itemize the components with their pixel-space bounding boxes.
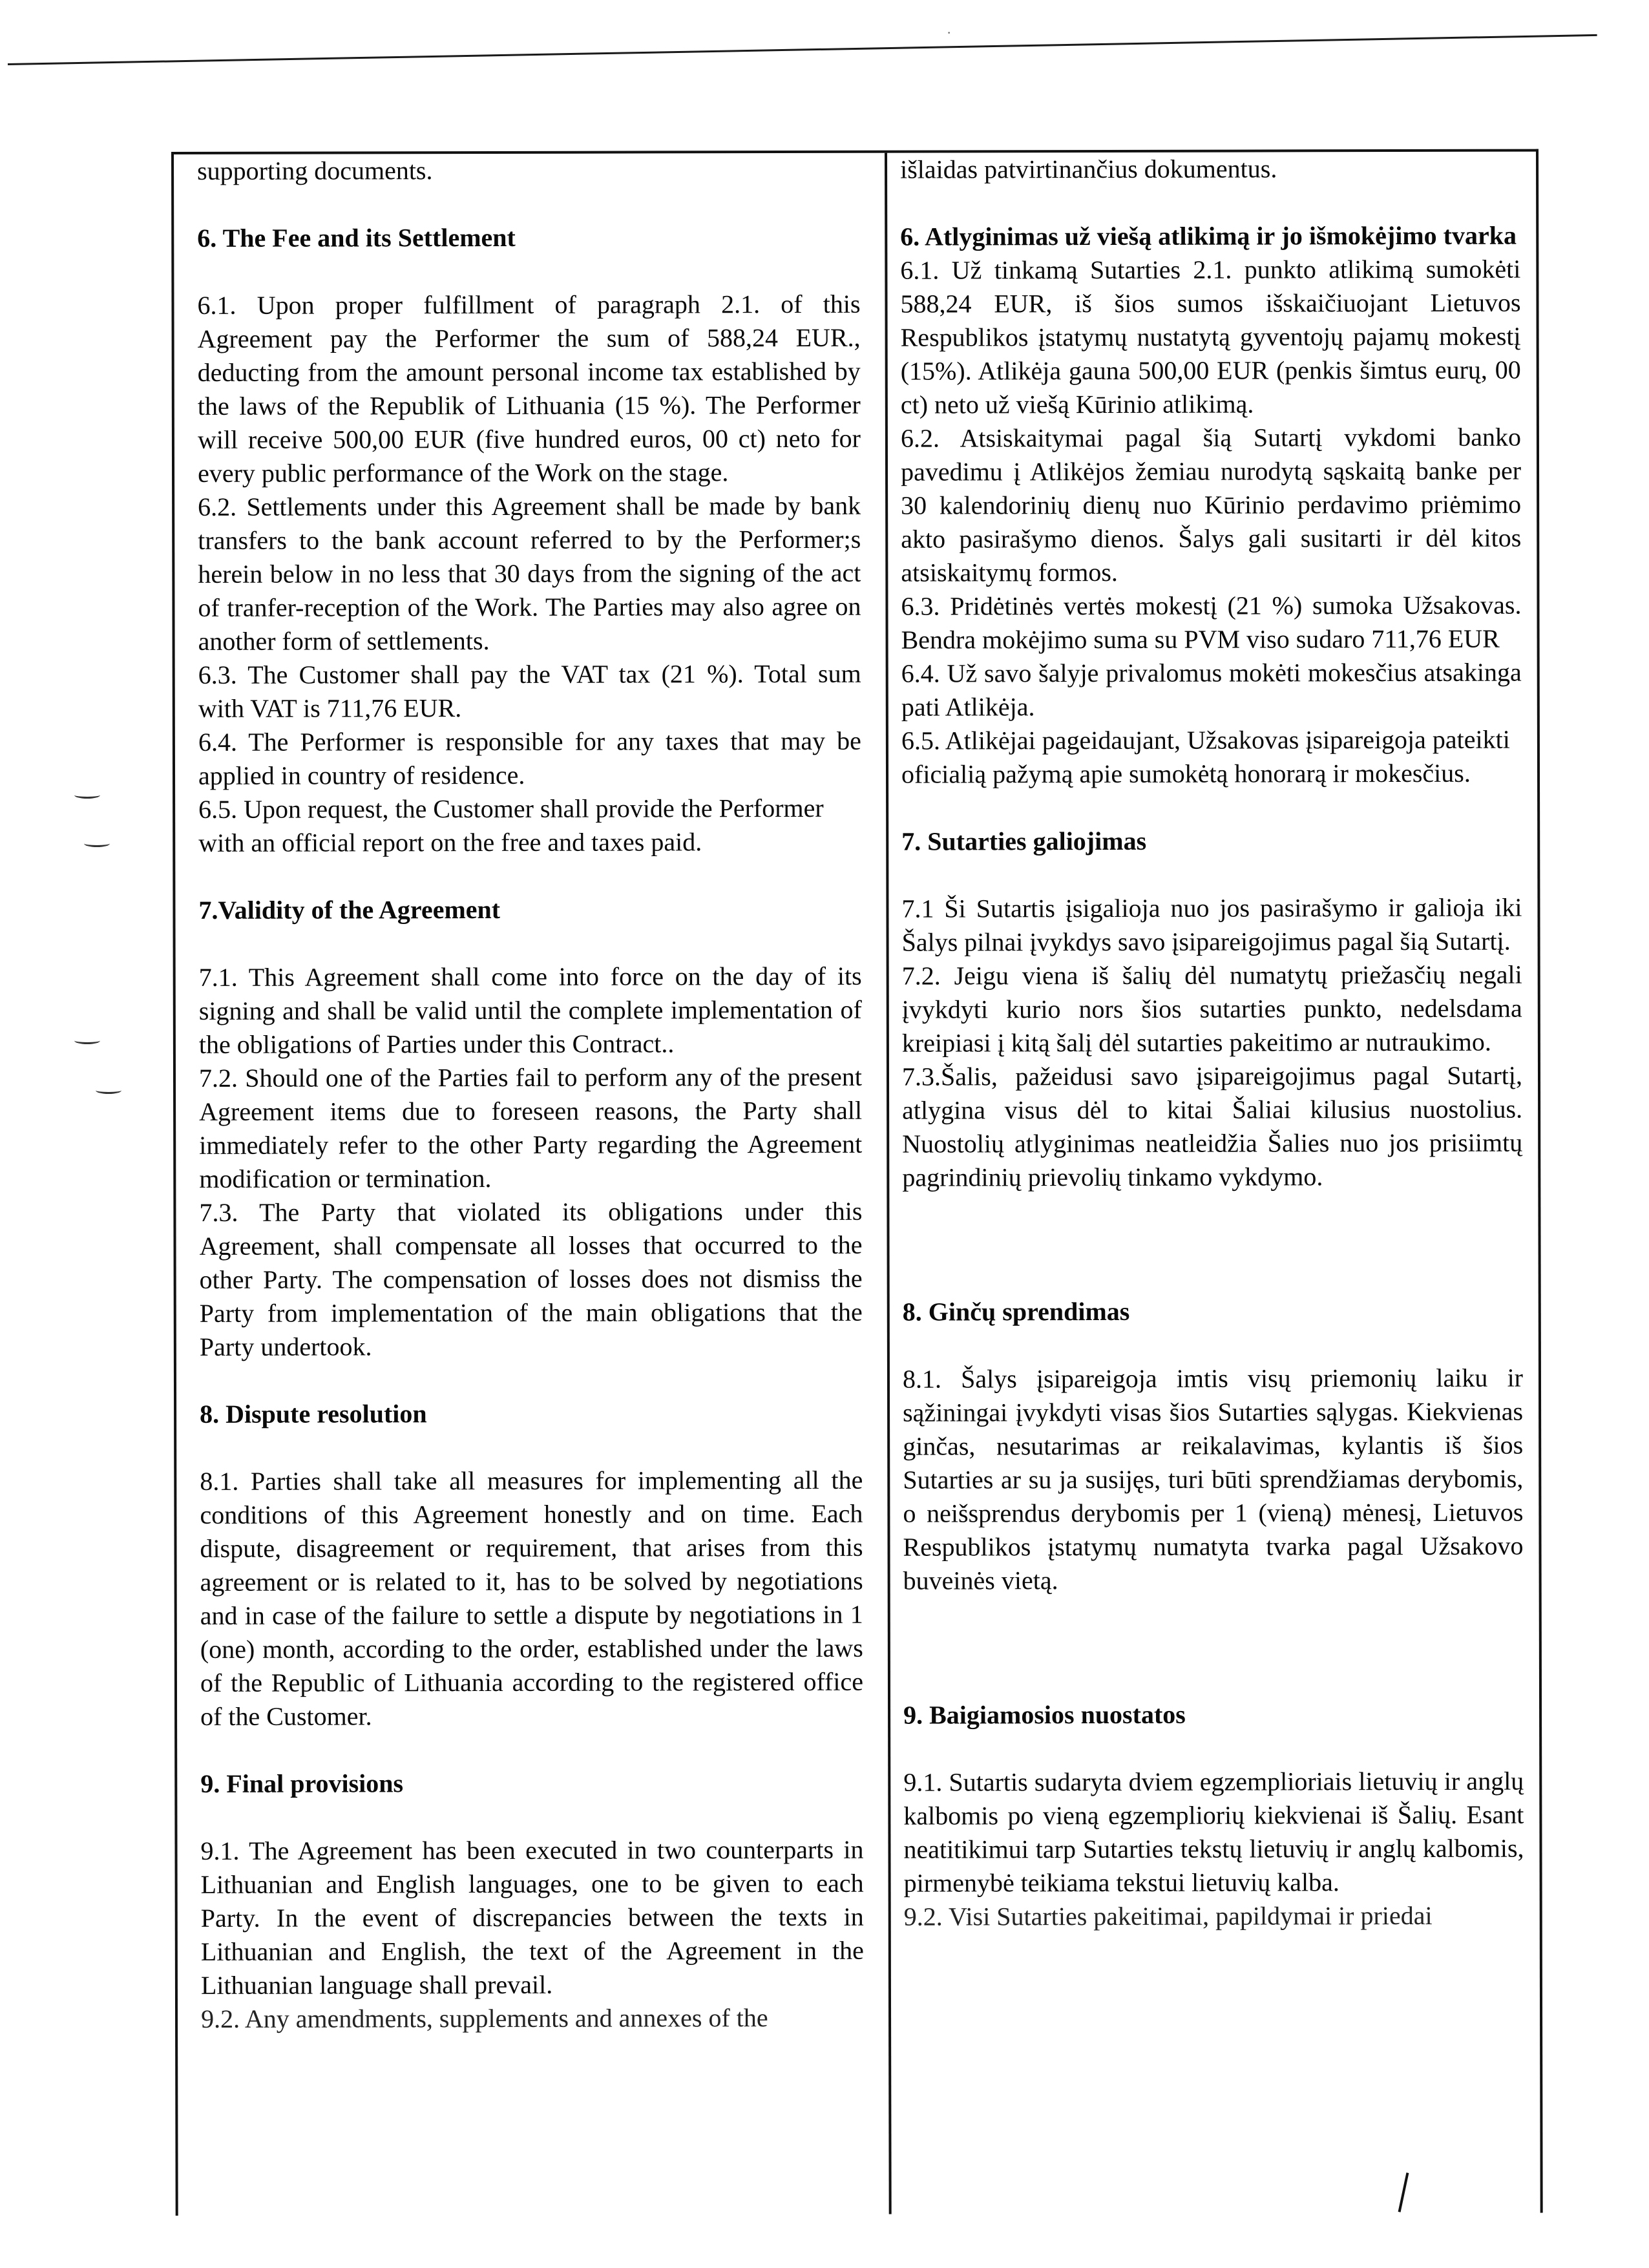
margin-mark (84, 840, 110, 847)
clause-7-2: 7.2. Should one of the Parties fail to perform any of the present Agreement items due to foreseen reasons, the Party shall immediately refer to the other Party regarding the Agreement modification or termination. (198, 1062, 863, 1193)
clause-6-4: 6.4. Už savo šalyje privalomus mokėti mokesčius atsakinga pati Atlikėja. (901, 657, 1522, 722)
clause-9-1: 9.1. Sutartis sudaryta dviem egzemplioriais lietuvių ir anglų kalbomis po vieną egzempliorių kiekvienai iš Šalių. Esant neatitikimui tarp Sutarties tekstų lietuvių ir anglų kalbomis, pirmenybė teikiama tekstui lietuvių kalba. (903, 1766, 1524, 1898)
section-8-heading: 8. Dispute resolution (200, 1399, 427, 1429)
margin-mark (74, 792, 100, 799)
clause-9-1: 9.1. The Agreement has been executed in two counterparts in Lithuanian and English languages, one to be given to each Party. In the event of discrepancies between the texts in Lithuanian and English, the text of the Agreement in the Lithuanian language shall prevail. (200, 1834, 864, 2000)
clause-7-2: 7.2. Jeigu viena iš šalių dėl numatytų priežasčių negali įvykdyti kurio nors šios sutarties punkto, nedelsdama kreipiasi į kitą šalį dėl sutarties pakeitimo ar nutraukimo. (901, 960, 1522, 1058)
lithuanian-column (885, 152, 1538, 2214)
section-7-heading: 7.Validity of the Agreement (198, 894, 501, 925)
clause-6-5: 6.5. Atlikėjai pageidaujant, Užsakovas įsipareigoja pateikti oficialią pažymą apie sumokėtą honorarą ir mokesčius. (901, 724, 1510, 789)
clause-7-1: 7.1. This Agreement shall come into force on the day of its signing and shall be valid until the complete implementation of the obligations of Parties under this Contract.. (198, 961, 862, 1059)
section-8-heading: 8. Ginčų sprendimas (902, 1296, 1130, 1327)
clause-9-2-cut: 9.2. Any amendments, supplements and annexes of the (201, 2003, 768, 2033)
english-column (174, 153, 889, 2216)
section-6-heading: 6. The Fee and its Settlement (197, 222, 516, 253)
clause-8-1: 8.1. Šalys įsipareigoja imtis visų priemonių laiku ir sąžiningai įvykdyti visas šios Sutarties sąlygas. Kiekvienas ginčas, nesutarimas ar reikalavimas, kylantis iš šios Sutarties ar su ja susijęs, turi būti sprendžiamas derybomis, o neišsprendus derybomis per 1 (vieną) mėnesį, Lietuvos Respublikos įstatymų numatyta tvarka pagal Užsakovo buveinės vietą. (902, 1363, 1524, 1595)
clause-9-2-cut: 9.2. Visi Sutarties pakeitimai, papildymai ir priedai (903, 1900, 1433, 1931)
clause-7-1: 7.1 Ši Sutartis įsigalioja nuo jos pasirašymo ir galioja iki Šalys pilnai įvykdys savo įsipareigojimus pagal šią Sutartį. (901, 892, 1522, 957)
clause-6-4: 6.4. The Performer is responsible for any taxes that may be applied in country of residence. (198, 726, 861, 790)
margin-mark (74, 1037, 100, 1044)
clause-7-3: 7.3. The Party that violated its obligations under this Agreement, shall compensate all losses that occurred to the other Party. The compensation of losses does not dismiss the Party from implementation of the main obligations that the Party undertook. (199, 1196, 863, 1361)
section-9-heading: 9. Final provisions (200, 1769, 404, 1798)
clause-7-3: 7.3.Šalis, pažeidusi savo įsipareigojimus pagal Sutartį, atlygina visus dėl to kitai Šaliai kilusius nuostolius. Nuostolių atlyginimas neatleidžia Šalies nuo jos prisiimtų pagrindinių prievolių tinkamo vykdymo. (901, 1060, 1523, 1192)
clause-6-3: 6.3. The Customer shall pay the VAT tax (21 %). Total sum with VAT is 711,76 EUR. (198, 658, 861, 723)
margin-mark (96, 1087, 121, 1094)
clause-6-1: 6.1. Už tinkamą Sutarties 2.1. punkto atlikimą sumokėti 588,24 EUR, iš šios sumos išskaičiuojant Lietuvos Respublikos įstatymų nustatytą gyventojų pajamų mokestį (15%). Atlikėja gauna 500,00 EUR (penkis šimtus eurų, 00 ct) neto už viešą Kūrinio atlikimą. (900, 254, 1521, 419)
bilingual-contract-table (171, 149, 1543, 2216)
clause-6-1: 6.1. Upon proper fulfillment of paragraph 2.1. of this Agreement pay the Performer the sum of 588,24 EUR., deducting from the amount personal income tax established by the laws of the Republik of Lithuania (15 %). The Performer will receive 500,00 EUR (five hundred euros, 00 ct) neto for every public performance of the Work on the stage. (197, 289, 861, 488)
section-7-heading: 7. Sutarties galiojimas (901, 826, 1147, 856)
clause-6-3: 6.3. Pridėtinės vertės mokestį (21 %) sumoka Užsakovas. Bendra mokėjimo suma su PVM viso sudaro 711,76 EUR (901, 590, 1522, 655)
section-6-heading: 6. Atlyginimas už viešą atlikimą ir jo išmokėjimo tvarka (900, 220, 1517, 251)
carryover-text: supporting documents. (197, 156, 433, 185)
scan-artifact-line (8, 34, 1597, 65)
carryover-text: išlaidas patvirtinančius dokumentus. (900, 154, 1277, 184)
clause-6-2: 6.2. Settlements under this Agreement shall be made by bank transfers to the bank account referred to by the Performer;s herein below in no less that 30 days from the signing of the act of tranfer-reception of the Work. The Parties may also agree on another form of settlements. (198, 490, 861, 656)
clause-6-2: 6.2. Atsiskaitymai pagal šią Sutartį vykdomi banko pavedimu į Atlikėjos žemiau nurodytą sąskaitą banke per 30 kalendorinių dienų nuo Kūrinio perdavimo priėmimo akto pasirašymo dienos. Šalys gali susitarti ir dėl kitos atsiskaitymų formos. (900, 422, 1522, 587)
scan-speck: · (947, 25, 952, 41)
clause-8-1: 8.1. Parties shall take all measures for implementing all the conditions of this Agreement honestly and on time. Each dispute, disagreement or requirement, that arises from this agreement or is related to it, has to be solved by negotiations and in case of the failure to settle a dispute by negotiations in 1 (one) month, according to the order, established under the laws of the Republic of Lithuania according to the registered office of the Customer. (200, 1465, 864, 1731)
section-9-heading: 9. Baigiamosios nuostatos (903, 1699, 1186, 1730)
clause-6-5: 6.5. Upon request, the Customer shall provide the Performer with an official report on the free and taxes paid. (198, 793, 824, 857)
